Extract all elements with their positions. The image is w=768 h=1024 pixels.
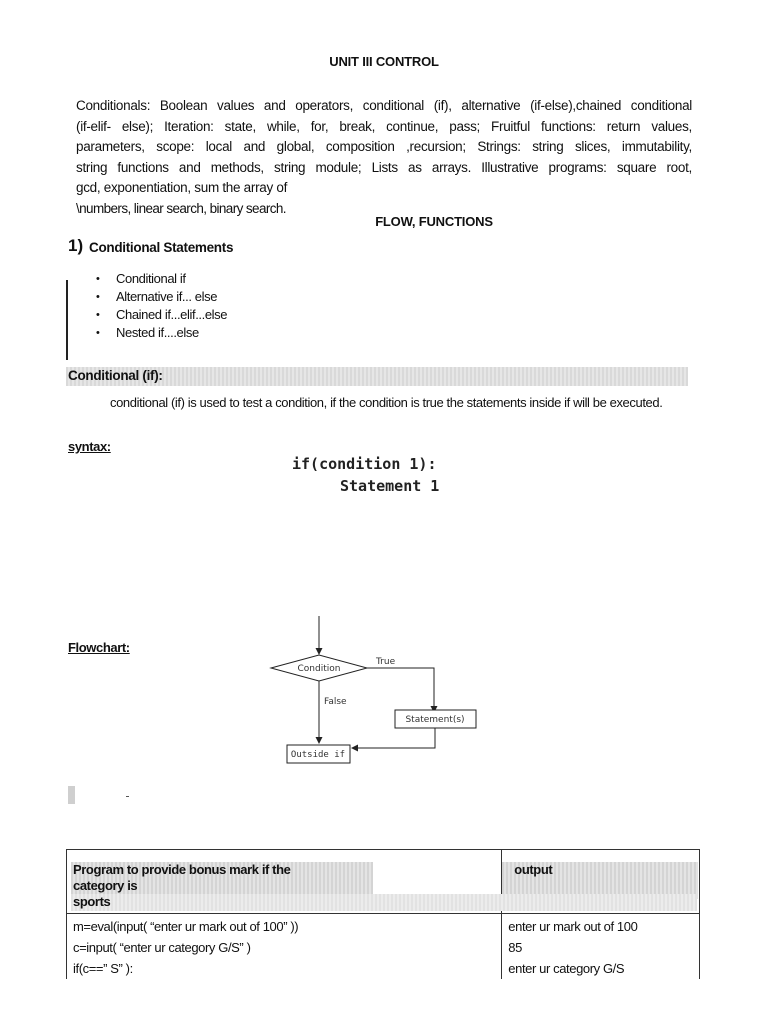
syllabus-line: (if-elif- else); Iteration: state, while, for, break, continue, pass; Fruitful functions: return values,: [76, 118, 692, 134]
page-title: UNIT III CONTROL: [329, 54, 439, 69]
table-header-row: [67, 850, 700, 895]
condition-label: Condition: [297, 664, 341, 674]
conditional-if-heading: Conditional (if):: [68, 368, 163, 383]
syllabus-line: \numbers, linear search, binary search.: [76, 200, 286, 216]
margin-bar: [66, 280, 68, 360]
true-label: True: [376, 657, 396, 667]
page-mark: [126, 796, 129, 797]
page-mark: [68, 786, 75, 804]
output-header-label: output: [514, 862, 553, 877]
statement-label: Statement(s): [405, 715, 465, 725]
output-line: enter ur category G/S: [508, 961, 625, 976]
conditional-if-description: conditional (if) is used to test a condition, if the condition is true the statements inside if will be executed.: [110, 395, 663, 410]
code-line: if(c==” S” ):: [73, 961, 133, 976]
list-item: • Nested if....else: [96, 324, 227, 342]
list-item: • Chained if...elif...else: [96, 306, 227, 324]
program-header-line: Program to provide bonus mark if the: [73, 862, 291, 877]
syntax-code-line: if(condition 1):: [292, 455, 437, 473]
syllabus-paragraph: [76, 96, 692, 219]
list-item: • Alternative if... else: [96, 288, 227, 306]
output-line: enter ur mark out of 100: [508, 919, 638, 934]
false-label: False: [324, 697, 347, 707]
list-item: • Conditional if: [96, 270, 227, 288]
section-number: 1): [68, 236, 84, 255]
code-line: m=eval(input( “enter ur mark out of 100” )): [73, 919, 299, 934]
syllabus-line: gcd, exponentiation, sum the array of: [76, 180, 288, 195]
syllabus-line: parameters, scope: local and global, composition ,recursion; Strings: string slices, immutability,: [76, 139, 692, 154]
statement-type-list: [96, 270, 227, 342]
table-row: [67, 914, 700, 980]
syllabus-line: string functions and methods, string module; Lists as arrays. Illustrative programs: square root,: [76, 159, 692, 175]
code-line: c=input( “enter ur category G/S” ): [73, 940, 251, 955]
syntax-label: syntax:: [68, 439, 111, 454]
syllabus-line: Conditionals: Boolean values and operators, conditional (if), alternative (if-else),chained conditional: [76, 98, 692, 113]
page-subtitle: FLOW, FUNCTIONS: [375, 214, 493, 229]
program-header-line: category is: [73, 878, 138, 893]
program-output-cell: [502, 914, 700, 980]
program-header-cell: [67, 894, 502, 914]
outside-if-label: Outside if: [290, 750, 346, 760]
syntax-code-line: Statement 1: [340, 477, 440, 495]
section-title: Conditional Statements: [89, 240, 234, 255]
flow-arrow-merge: [352, 728, 435, 748]
output-header-cell: [502, 850, 700, 895]
flowchart-label: Flowchart:: [68, 640, 130, 655]
program-table: [66, 849, 700, 979]
program-code-cell: [67, 914, 502, 980]
program-header-cell: [67, 850, 502, 895]
table-header-row: [67, 894, 700, 914]
output-line: 85: [508, 940, 522, 955]
flowchart-diagram: [264, 612, 494, 772]
program-header-line: sports: [73, 894, 111, 909]
flow-arrow-true: [367, 668, 434, 712]
